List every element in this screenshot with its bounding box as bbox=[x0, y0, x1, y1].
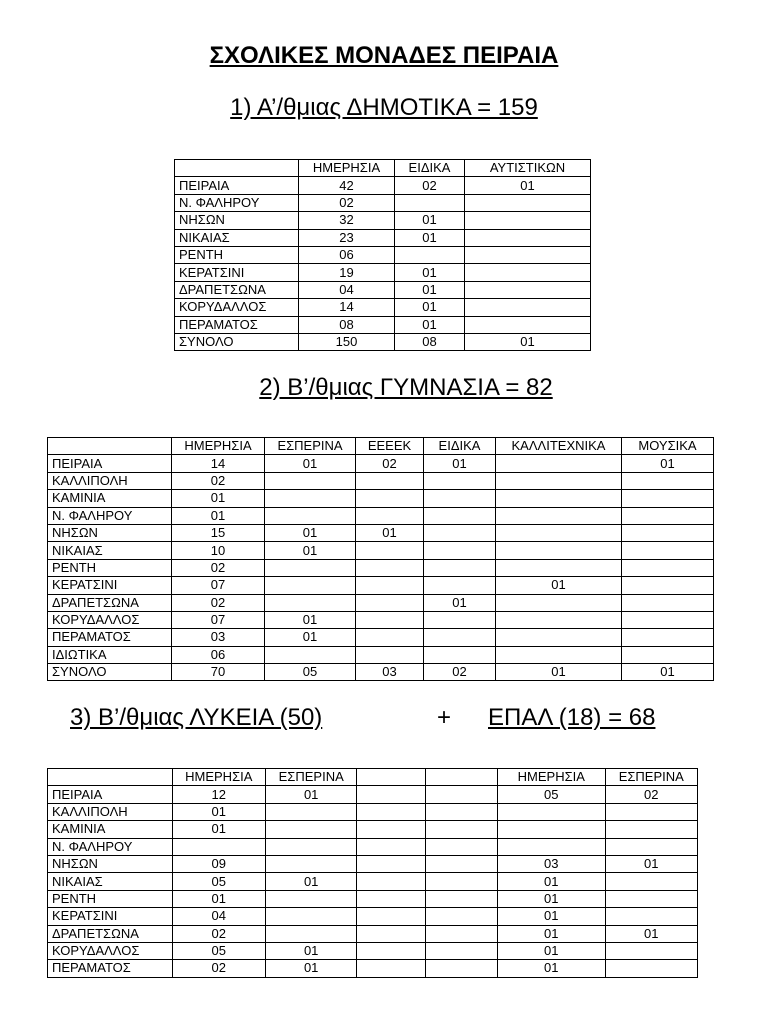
table-cell bbox=[265, 507, 356, 524]
table-cell bbox=[424, 472, 496, 489]
table-cell bbox=[424, 524, 496, 541]
table-row bbox=[175, 333, 591, 350]
table-cell: 05 bbox=[172, 873, 265, 890]
row-label-cell: ΡΕΝΤΗ bbox=[48, 890, 173, 907]
row-label-cell: ΔΡΑΠΕΤΣΩΝΑ bbox=[175, 281, 299, 298]
table-cell bbox=[265, 890, 356, 907]
table-cell: 08 bbox=[395, 333, 465, 350]
table-cell: 02 bbox=[424, 664, 496, 681]
table-row bbox=[175, 246, 591, 263]
table-cell bbox=[605, 803, 697, 820]
table-cell: 01 bbox=[465, 333, 591, 350]
row-label-cell: ΚΟΡΥΔΑΛΛΟΣ bbox=[48, 942, 173, 959]
row-label-cell: ΙΔΙΩΤΙΚΑ bbox=[48, 646, 172, 663]
table-cell bbox=[425, 925, 497, 942]
table-cell: 01 bbox=[498, 873, 605, 890]
table-cell: 03 bbox=[498, 855, 605, 872]
row-label-cell: ΡΕΝΤΗ bbox=[48, 559, 172, 576]
section2-heading bbox=[0, 373, 768, 403]
table-cell bbox=[496, 542, 622, 559]
table-cell bbox=[605, 890, 697, 907]
row-label-cell: ΝΙΚΑΙΑΣ bbox=[48, 542, 172, 559]
table-cell bbox=[424, 577, 496, 594]
table-cell: 01 bbox=[265, 786, 356, 803]
table-cell bbox=[496, 611, 622, 628]
row-label-cell bbox=[48, 769, 173, 786]
table-cell: 01 bbox=[465, 177, 591, 194]
table-cell: 02 bbox=[172, 960, 265, 977]
table-row bbox=[48, 594, 714, 611]
row-label-cell: ΝΙΚΑΙΑΣ bbox=[175, 229, 299, 246]
row-label-cell: Ν. ΦΑΛΗΡΟΥ bbox=[48, 838, 173, 855]
table-cell bbox=[357, 873, 425, 890]
table-cell bbox=[465, 281, 591, 298]
table-cell bbox=[265, 855, 356, 872]
table-row bbox=[48, 524, 714, 541]
table-cell bbox=[424, 559, 496, 576]
table-cell: 01 bbox=[265, 942, 356, 959]
table-cell: ΜΟΥΣΙΚΑ bbox=[622, 438, 714, 455]
page-title: ΣΧΟΛΙΚΕΣ ΜΟΝΑΔΕΣ ΠΕΙΡΑΙΑ bbox=[209, 42, 559, 69]
table-cell bbox=[622, 594, 714, 611]
table-cell: 02 bbox=[172, 472, 265, 489]
table-cell bbox=[496, 472, 622, 489]
table-cell: 01 bbox=[395, 212, 465, 229]
table-cell bbox=[356, 559, 424, 576]
table-cell bbox=[622, 472, 714, 489]
table-row bbox=[48, 577, 714, 594]
table-cell bbox=[356, 629, 424, 646]
table-row bbox=[48, 890, 698, 907]
table-cell: 01 bbox=[265, 629, 356, 646]
table-cell bbox=[424, 646, 496, 663]
table-cell bbox=[357, 942, 425, 959]
table-cell: 09 bbox=[172, 855, 265, 872]
table-cell bbox=[424, 542, 496, 559]
table-cell: 14 bbox=[299, 299, 395, 316]
table-row bbox=[175, 177, 591, 194]
table-row bbox=[48, 542, 714, 559]
table-cell bbox=[356, 594, 424, 611]
table-cell bbox=[605, 873, 697, 890]
table-cell: 01 bbox=[172, 507, 265, 524]
table-cell: 02 bbox=[299, 194, 395, 211]
table-cell: ΕΙΔΙΚΑ bbox=[424, 438, 496, 455]
table-cell: 04 bbox=[299, 281, 395, 298]
row-label-cell: ΠΕΙΡΑΙΑ bbox=[48, 786, 173, 803]
table-cell: 01 bbox=[395, 299, 465, 316]
row-label-cell: ΝΗΣΩΝ bbox=[175, 212, 299, 229]
table-cell bbox=[496, 646, 622, 663]
table-cell: ΕΙΔΙΚΑ bbox=[395, 160, 465, 177]
row-label-cell: ΚΟΡΥΔΑΛΛΟΣ bbox=[175, 299, 299, 316]
section3-epal-heading: ΕΠΑΛ (18) = 68 bbox=[488, 704, 656, 731]
table-cell: 01 bbox=[265, 542, 356, 559]
header-row bbox=[48, 438, 714, 455]
table-cell: 01 bbox=[498, 942, 605, 959]
table-row bbox=[48, 908, 698, 925]
table-cell bbox=[605, 942, 697, 959]
table-cell: 05 bbox=[265, 664, 356, 681]
table-row bbox=[48, 559, 714, 576]
table-cell bbox=[496, 594, 622, 611]
table-cell: ΗΜΕΡΗΣΙΑ bbox=[172, 769, 265, 786]
table-row bbox=[175, 194, 591, 211]
row-label-cell: ΠΕΙΡΑΙΑ bbox=[48, 455, 172, 472]
table-row bbox=[48, 490, 714, 507]
table-cell bbox=[395, 194, 465, 211]
row-label-cell: ΠΕΙΡΑΙΑ bbox=[175, 177, 299, 194]
lykeia-epal-table bbox=[47, 768, 698, 978]
table-cell: 01 bbox=[622, 455, 714, 472]
table-cell bbox=[465, 229, 591, 246]
table-cell bbox=[424, 490, 496, 507]
table-cell bbox=[605, 838, 697, 855]
table-cell: 04 bbox=[172, 908, 265, 925]
table-cell: 02 bbox=[172, 559, 265, 576]
table-cell bbox=[265, 490, 356, 507]
table-row bbox=[48, 821, 698, 838]
section3-plus-sign: + bbox=[437, 704, 452, 731]
table-cell bbox=[498, 803, 605, 820]
row-label-cell: ΚΑΛΛΙΠΟΛΗ bbox=[48, 803, 173, 820]
table-row bbox=[175, 264, 591, 281]
table-cell bbox=[425, 786, 497, 803]
table-cell bbox=[424, 629, 496, 646]
table-cell bbox=[622, 559, 714, 576]
table-cell bbox=[425, 855, 497, 872]
table-row bbox=[48, 786, 698, 803]
table-cell: 01 bbox=[265, 524, 356, 541]
table-cell bbox=[425, 769, 497, 786]
table-cell bbox=[265, 646, 356, 663]
table-cell bbox=[425, 960, 497, 977]
row-label-cell: ΣΥΝΟΛΟ bbox=[175, 333, 299, 350]
table-cell bbox=[357, 890, 425, 907]
table-cell: 05 bbox=[172, 942, 265, 959]
table-cell: 03 bbox=[172, 629, 265, 646]
table-cell bbox=[622, 611, 714, 628]
table-cell: 03 bbox=[356, 664, 424, 681]
row-label-cell: ΚΑΜΙΝΙΑ bbox=[48, 490, 172, 507]
row-label-cell: ΚΟΡΥΔΑΛΛΟΣ bbox=[48, 611, 172, 628]
table-cell: ΕΣΠΕΡΙΝΑ bbox=[605, 769, 697, 786]
table-cell: ΗΜΕΡΗΣΙΑ bbox=[299, 160, 395, 177]
table-cell: 02 bbox=[356, 455, 424, 472]
table-cell: 01 bbox=[424, 594, 496, 611]
table-cell: 01 bbox=[356, 524, 424, 541]
table-cell: 01 bbox=[395, 281, 465, 298]
row-label-cell: ΡΕΝΤΗ bbox=[175, 246, 299, 263]
table-cell: 01 bbox=[498, 908, 605, 925]
table-cell: ΕΣΠΕΡΙΝΑ bbox=[265, 769, 356, 786]
table-row bbox=[175, 212, 591, 229]
table-cell bbox=[356, 472, 424, 489]
table-cell: 01 bbox=[622, 664, 714, 681]
header-row bbox=[175, 160, 591, 177]
table-cell bbox=[605, 821, 697, 838]
table-cell: 23 bbox=[299, 229, 395, 246]
row-label-cell: Ν. ΦΑΛΗΡΟΥ bbox=[175, 194, 299, 211]
table-cell: 01 bbox=[498, 925, 605, 942]
table-cell bbox=[622, 577, 714, 594]
table-row bbox=[175, 299, 591, 316]
table-cell bbox=[356, 646, 424, 663]
row-label-cell: ΚΑΛΛΙΠΟΛΗ bbox=[48, 472, 172, 489]
table-cell bbox=[496, 507, 622, 524]
table-cell bbox=[357, 786, 425, 803]
row-label-cell bbox=[175, 160, 299, 177]
table-cell bbox=[357, 769, 425, 786]
table-cell: 01 bbox=[395, 229, 465, 246]
table-cell bbox=[357, 925, 425, 942]
table-cell: ΚΑΛΛΙΤΕΧΝΙΚΑ bbox=[496, 438, 622, 455]
table-cell bbox=[265, 925, 356, 942]
table-cell: 02 bbox=[395, 177, 465, 194]
header-row bbox=[48, 769, 698, 786]
table-cell bbox=[496, 524, 622, 541]
table-cell bbox=[622, 490, 714, 507]
table-cell bbox=[622, 507, 714, 524]
table-cell bbox=[622, 524, 714, 541]
table-cell bbox=[265, 821, 356, 838]
table-cell bbox=[465, 246, 591, 263]
table-cell bbox=[356, 611, 424, 628]
table-cell bbox=[265, 594, 356, 611]
table-cell bbox=[622, 542, 714, 559]
table-cell: 02 bbox=[172, 594, 265, 611]
table-cell bbox=[265, 838, 356, 855]
row-label-cell: ΠΕΡΑΜΑΤΟΣ bbox=[175, 316, 299, 333]
table-cell: ΗΜΕΡΗΣΙΑ bbox=[172, 438, 265, 455]
table-row bbox=[48, 664, 714, 681]
row-label-cell: ΠΕΡΑΜΑΤΟΣ bbox=[48, 960, 173, 977]
table-row bbox=[48, 803, 698, 820]
table-cell bbox=[605, 960, 697, 977]
table-row bbox=[48, 611, 714, 628]
row-label-cell: ΝΗΣΩΝ bbox=[48, 855, 173, 872]
row-label-cell: ΠΕΡΑΜΑΤΟΣ bbox=[48, 629, 172, 646]
table-cell bbox=[265, 908, 356, 925]
table-cell: ΗΜΕΡΗΣΙΑ bbox=[498, 769, 605, 786]
table-cell: 42 bbox=[299, 177, 395, 194]
table-cell: 32 bbox=[299, 212, 395, 229]
table-cell bbox=[496, 629, 622, 646]
table-cell bbox=[496, 490, 622, 507]
row-label-cell: ΔΡΑΠΕΤΣΩΝΑ bbox=[48, 594, 172, 611]
table-cell: 06 bbox=[172, 646, 265, 663]
table-cell: 01 bbox=[265, 455, 356, 472]
table-cell bbox=[356, 507, 424, 524]
table-row bbox=[175, 281, 591, 298]
table-cell: 01 bbox=[172, 490, 265, 507]
section1-heading bbox=[0, 93, 768, 123]
table-cell bbox=[265, 803, 356, 820]
table-cell: 01 bbox=[605, 855, 697, 872]
table-cell bbox=[356, 542, 424, 559]
table-cell: 02 bbox=[605, 786, 697, 803]
table-cell bbox=[172, 838, 265, 855]
table-row bbox=[48, 472, 714, 489]
table-cell bbox=[357, 855, 425, 872]
row-label-cell: ΚΑΜΙΝΙΑ bbox=[48, 821, 173, 838]
table-cell bbox=[357, 838, 425, 855]
table-cell: 01 bbox=[498, 890, 605, 907]
table-row bbox=[48, 507, 714, 524]
table-row bbox=[48, 855, 698, 872]
table-row bbox=[48, 646, 714, 663]
table-cell: 70 bbox=[172, 664, 265, 681]
table-cell: 07 bbox=[172, 611, 265, 628]
table-row bbox=[48, 942, 698, 959]
table-cell bbox=[425, 890, 497, 907]
table-cell: 01 bbox=[496, 577, 622, 594]
table-cell bbox=[465, 264, 591, 281]
row-label-cell: ΣΥΝΟΛΟ bbox=[48, 664, 172, 681]
row-label-cell: ΚΕΡΑΤΣΙΝΙ bbox=[48, 577, 172, 594]
row-label-cell: ΔΡΑΠΕΤΣΩΝΑ bbox=[48, 925, 173, 942]
table-cell: 150 bbox=[299, 333, 395, 350]
row-label-cell bbox=[48, 438, 172, 455]
section3-lykeia-heading: 3) Β’/θμιας ΛΥΚΕΙΑ (50) bbox=[70, 704, 323, 731]
table-cell: 01 bbox=[172, 803, 265, 820]
table-cell bbox=[424, 507, 496, 524]
table-cell bbox=[425, 803, 497, 820]
table-cell: 14 bbox=[172, 455, 265, 472]
table-cell bbox=[265, 559, 356, 576]
table-cell: 01 bbox=[395, 316, 465, 333]
table-cell bbox=[622, 646, 714, 663]
table-cell bbox=[425, 942, 497, 959]
table-cell: 08 bbox=[299, 316, 395, 333]
table-cell: 05 bbox=[498, 786, 605, 803]
table-cell bbox=[496, 455, 622, 472]
table-row bbox=[48, 838, 698, 855]
table-cell bbox=[605, 908, 697, 925]
row-label-cell: ΚΕΡΑΤΣΙΝΙ bbox=[48, 908, 173, 925]
row-label-cell: ΝΗΣΩΝ bbox=[48, 524, 172, 541]
table-row bbox=[48, 925, 698, 942]
table-cell bbox=[265, 472, 356, 489]
table-cell: ΕΕΕΕΚ bbox=[356, 438, 424, 455]
section1-heading-text: 1) Α’/θμιας ΔΗΜΟΤΙΚΑ = 159 bbox=[230, 94, 538, 121]
table-cell: 01 bbox=[496, 664, 622, 681]
table-cell: ΑΥΤΙΣΤΙΚΩΝ bbox=[465, 160, 591, 177]
table-cell bbox=[357, 821, 425, 838]
table-cell bbox=[496, 559, 622, 576]
table-cell: 10 bbox=[172, 542, 265, 559]
table-cell bbox=[425, 838, 497, 855]
table-cell: 01 bbox=[172, 821, 265, 838]
table-cell bbox=[424, 611, 496, 628]
table-cell: 01 bbox=[605, 925, 697, 942]
row-label-cell: Ν. ΦΑΛΗΡΟΥ bbox=[48, 507, 172, 524]
table-row bbox=[48, 960, 698, 977]
table-cell: 07 bbox=[172, 577, 265, 594]
table-cell bbox=[498, 838, 605, 855]
primary-schools-table bbox=[174, 159, 591, 351]
table-cell: 01 bbox=[395, 264, 465, 281]
table-cell bbox=[465, 299, 591, 316]
table-cell bbox=[265, 577, 356, 594]
table-cell: 01 bbox=[424, 455, 496, 472]
table-cell bbox=[357, 803, 425, 820]
section2-heading-text: 2) Β’/θμιας ΓΥΜΝΑΣΙΑ = 82 bbox=[259, 374, 553, 401]
table-cell: 01 bbox=[265, 611, 356, 628]
row-label-cell: ΝΙΚΑΙΑΣ bbox=[48, 873, 173, 890]
table-cell: 06 bbox=[299, 246, 395, 263]
table-row bbox=[48, 873, 698, 890]
table-cell bbox=[465, 194, 591, 211]
table-cell bbox=[465, 316, 591, 333]
table-cell bbox=[395, 246, 465, 263]
table-cell bbox=[498, 821, 605, 838]
table-cell bbox=[425, 873, 497, 890]
table-cell: 01 bbox=[172, 890, 265, 907]
table-cell bbox=[356, 577, 424, 594]
table-cell: 15 bbox=[172, 524, 265, 541]
table-row bbox=[48, 629, 714, 646]
table-cell: 01 bbox=[265, 960, 356, 977]
table-cell bbox=[465, 212, 591, 229]
table-cell bbox=[425, 908, 497, 925]
table-row bbox=[48, 455, 714, 472]
table-cell bbox=[356, 490, 424, 507]
table-cell bbox=[357, 908, 425, 925]
table-row bbox=[175, 316, 591, 333]
table-cell: 01 bbox=[265, 873, 356, 890]
table-cell: 19 bbox=[299, 264, 395, 281]
table-cell: 02 bbox=[172, 925, 265, 942]
table-cell bbox=[357, 960, 425, 977]
table-cell bbox=[622, 629, 714, 646]
table-cell: ΕΣΠΕΡΙΝΑ bbox=[265, 438, 356, 455]
table-cell: 01 bbox=[498, 960, 605, 977]
table-row bbox=[175, 229, 591, 246]
table-cell: 12 bbox=[172, 786, 265, 803]
table-cell bbox=[425, 821, 497, 838]
gymnasium-table bbox=[47, 437, 714, 681]
row-label-cell: ΚΕΡΑΤΣΙΝΙ bbox=[175, 264, 299, 281]
